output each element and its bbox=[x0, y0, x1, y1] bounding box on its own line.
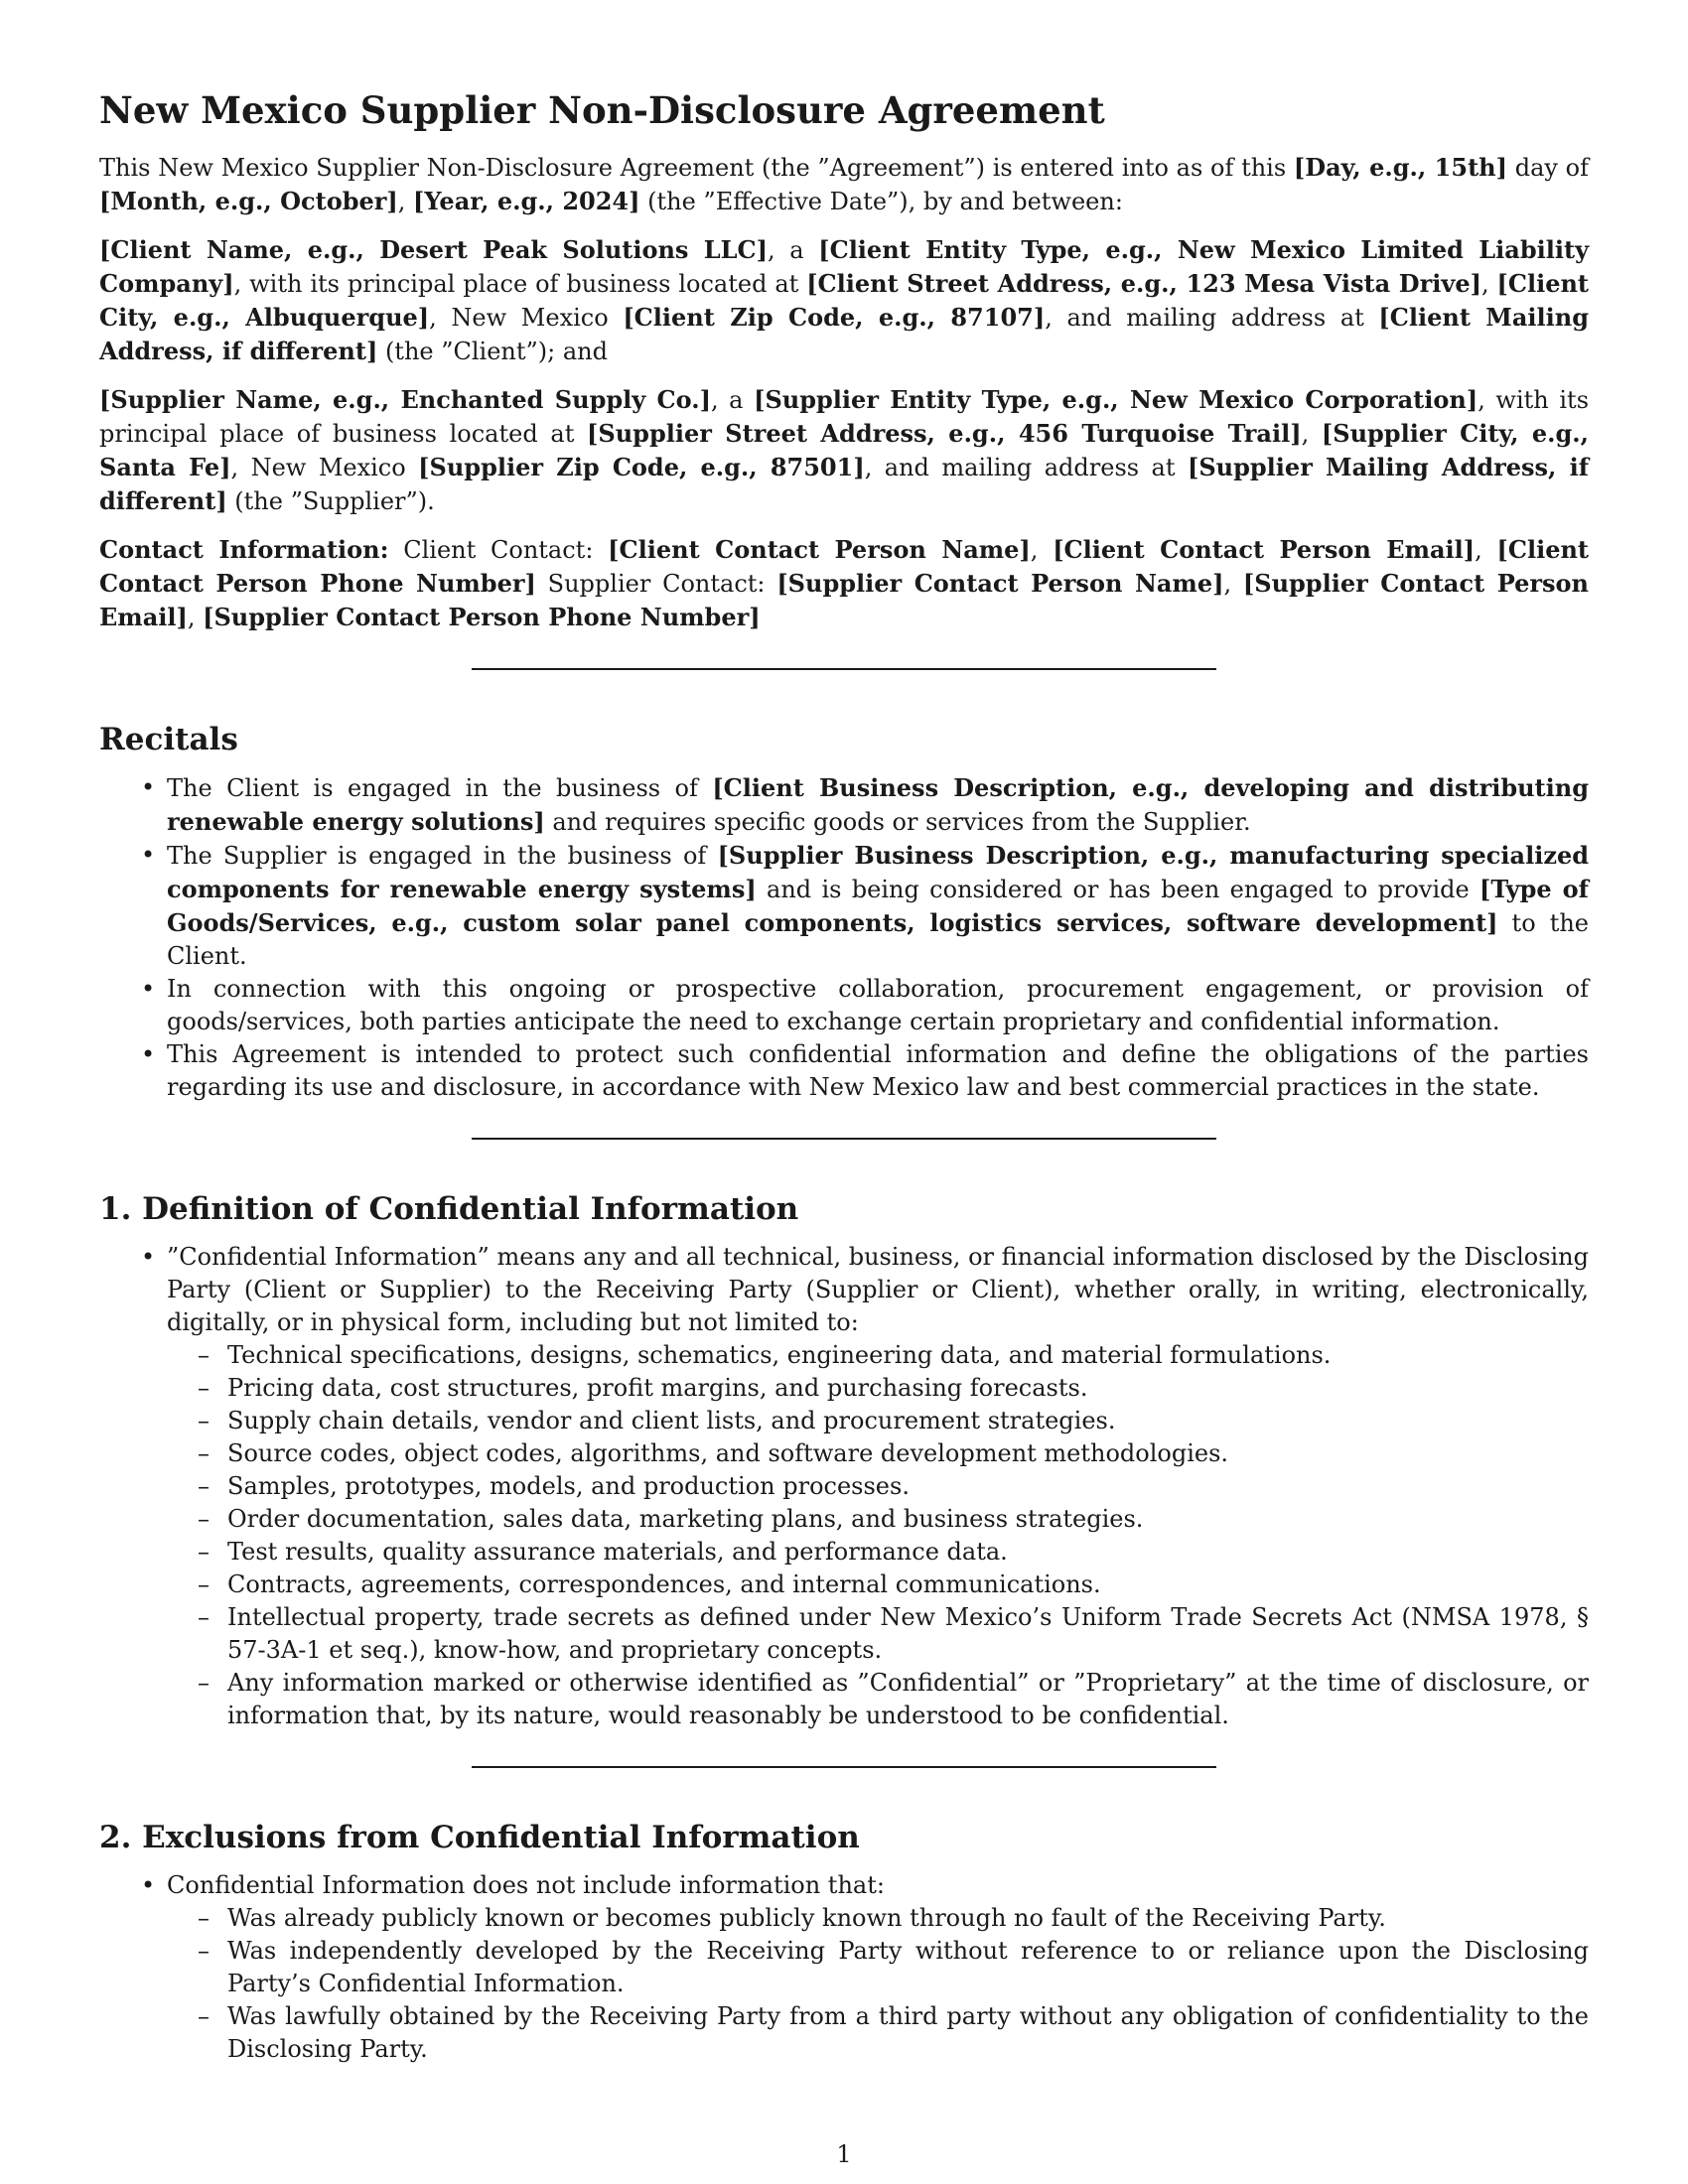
supplier-contact-email-placeholder: [Supplier Contact Person Email] bbox=[99, 569, 1589, 631]
supplier-zip-placeholder: [Supplier Zip Code, e.g., 87501] bbox=[418, 453, 865, 481]
document-title: New Mexico Supplier Non-Disclosure Agreement bbox=[99, 88, 1105, 132]
sub-list-item: – Source codes, object codes, algorithms, and software development methodologies. bbox=[227, 1437, 1589, 1470]
sub-list-item: – Intellectual property, trade secrets as defined under New Mexico’s Uniform Trade Secrets Act (NMSA 1978, § 57-3A-1 et seq.), know-how, and proprietary concepts. bbox=[227, 1601, 1589, 1667]
document-page bbox=[99, 87, 1589, 2066]
client-business-placeholder: [Client Business Description, e.g., developing and distributing renewable energy solutions] bbox=[167, 773, 1589, 836]
sub-list-item: – Samples, prototypes, models, and production processes. bbox=[227, 1470, 1589, 1503]
horizontal-rule bbox=[472, 668, 1216, 670]
supplier-street-placeholder: [Supplier Street Address, e.g., 456 Turquoise Trail] bbox=[587, 419, 1302, 448]
contact-label: Contact Information: bbox=[99, 535, 389, 564]
sub-list-item: – Order documentation, sales data, marketing plans, and business strategies. bbox=[227, 1503, 1589, 1536]
recitals-heading: Recitals bbox=[99, 722, 238, 757]
day-placeholder: [Day, e.g., 15th] bbox=[1293, 153, 1507, 182]
horizontal-rule bbox=[472, 1766, 1216, 1768]
section-1-heading: 1. Definition of Confidential Information bbox=[99, 1191, 799, 1227]
sub-list-item: – Supply chain details, vendor and client lists, and procurement strategies. bbox=[227, 1405, 1589, 1437]
intro-paragraph: This New Mexico Supplier Non-Disclosure Agreement (the ”Agreement”) is entered into as of this [Day, e.g., 15th] day of [Month, e.g., October], [Year, e.g., 2024] (the ”Effective Date”), by and between: bbox=[99, 153, 1589, 215]
list-item: • The Supplier is engaged in the business of [Supplier Business Description, e.g., manufacturing specialized components for renewable energy systems] and is being considered or has been engaged to provide [Type of Goods/Services, e.g., custom solar panel components, logistics services, software development] to the Client. bbox=[167, 839, 1589, 973]
year-placeholder: [Year, e.g., 2024] bbox=[413, 187, 640, 215]
client-contact-email-placeholder: [Client Contact Person Email] bbox=[1053, 535, 1476, 564]
client-street-placeholder: [Client Street Address, e.g., 123 Mesa Vista Drive] bbox=[806, 269, 1481, 298]
section-2-list bbox=[99, 1869, 1589, 2066]
sub-list-item: – Contracts, agreements, correspondences, and internal communications. bbox=[227, 1569, 1589, 1601]
list-item: • In connection with this ongoing or prospective collaboration, procurement engagement, or provision of goods/services, both parties anticipate the need to exchange certain proprietary and confidential information. bbox=[167, 973, 1589, 1038]
client-contact-name-placeholder: [Client Contact Person Name] bbox=[608, 535, 1031, 564]
client-name-placeholder: [Client Name, e.g., Desert Peak Solutions LLC] bbox=[99, 235, 769, 264]
client-zip-placeholder: [Client Zip Code, e.g., 87107] bbox=[623, 303, 1046, 332]
supplier-contact-name-placeholder: [Supplier Contact Person Name] bbox=[776, 569, 1224, 598]
list-item: • Confidential Information does not include information that: – Was already publicly known or becomes publicly known through no fault of the Receiving Party. – Was independently developed by the Receiving Party without reference to or reliance upon the Disclosing Party’s Confidential Information. – Was lawfully obtained by the Receiving Party from a third party without any obligation of confidentiality to the Disclosing Party. bbox=[167, 1869, 1589, 2066]
supplier-business-placeholder: [Supplier Business Description, e.g., manufacturing specialized components for renewable energy systems] bbox=[167, 841, 1589, 903]
section-2-heading: 2. Exclusions from Confidential Information bbox=[99, 1820, 860, 1855]
contact-paragraph: Contact Information: Client Contact: [Client Contact Person Name], [Client Contact Person Email], [Client Contact Person Phone Number] Supplier Contact: [Supplier Contact Person Name], [Supplier Contact Person Email], [Supplier Contact Person Phone Number] bbox=[99, 535, 1590, 631]
month-placeholder: [Month, e.g., October] bbox=[99, 187, 398, 215]
list-item: • The Client is engaged in the business of [Client Business Description, e.g., developing and distributing renewable energy solutions] and requires specific goods or services from the Supplier. bbox=[167, 771, 1589, 839]
supplier-contact-phone-placeholder: [Supplier Contact Person Phone Number] bbox=[203, 603, 761, 631]
goods-services-placeholder: [Type of Goods/Services, e.g., custom solar panel components, logistics services, software development] bbox=[167, 875, 1590, 937]
supplier-name-placeholder: [Supplier Name, e.g., Enchanted Supply Co.] bbox=[99, 385, 711, 414]
sub-list-item: – Was lawfully obtained by the Receiving Party from a third party without any obligation of confidentiality to the Disclosing Party. bbox=[227, 2000, 1589, 2066]
supplier-entity-placeholder: [Supplier Entity Type, e.g., New Mexico Corporation] bbox=[754, 385, 1478, 414]
sub-list-item: – Technical specifications, designs, schematics, engineering data, and material formulations. bbox=[227, 1339, 1589, 1372]
sub-list-item: – Pricing data, cost structures, profit margins, and purchasing forecasts. bbox=[227, 1372, 1589, 1405]
sub-list bbox=[167, 1902, 1589, 2066]
client-city-placeholder: [Client City, e.g., Albuquerque] bbox=[99, 269, 1589, 332]
supplier-mailing-placeholder: [Supplier Mailing Address, if different] bbox=[99, 453, 1590, 515]
recitals-list bbox=[99, 771, 1589, 1104]
list-item: • ”Confidential Information” means any and all technical, business, or financial information disclosed by the Disclosing Party (Client or Supplier) to the Receiving Party (Supplier or Client), whether orally, in writing, electronically, digitally, or in physical form, including but not limited to: – Technical specifications, designs, schematics, engineering data, and material formulations. – Pricing data, cost structures, profit margins, and purchasing forecasts. – Supply chain details, vendor and client lists, and procurement strategies. – Source codes, object codes, algorithms, and software development methodologies. – Samples, prototypes, models, and production processes. – Order documentation, sales data, marketing plans, and business strategies. – Test results, quality assurance materials, and performance data. – Contracts, agreements, correspondences, and internal communications. – Intellectual property, trade secrets as defined under New Mexico’s Uniform Trade Secrets Act (NMSA 1978, § 57-3A-1 et seq.), know-how, and proprietary concepts. – Any information marked or otherwise identified as ”Confidential” or ”Proprietary” at the time of disclosure, or information that, by its nature, would reasonably be understood to be confidential. bbox=[167, 1241, 1589, 1732]
supplier-paragraph: [Supplier Name, e.g., Enchanted Supply Co.], a [Supplier Entity Type, e.g., New Mexico Corporation], with its principal place of business located at [Supplier Street Address, e.g., 456 Turquoise Trail], [Supplier City, e.g., Santa Fe], New Mexico [Supplier Zip Code, e.g., 87501], and mailing address at [Supplier Mailing Address, if different] (the ”Supplier”). bbox=[99, 385, 1590, 515]
supplier-city-placeholder: [Supplier City, e.g., Santa Fe] bbox=[99, 419, 1589, 481]
page-number: 1 bbox=[836, 2140, 852, 2168]
section-1-list bbox=[99, 1241, 1589, 1732]
sub-list bbox=[167, 1339, 1589, 1732]
sub-list-item: – Any information marked or otherwise identified as ”Confidential” or ”Proprietary” at the time of disclosure, or information that, by its nature, would reasonably be understood to be confidential. bbox=[227, 1667, 1589, 1732]
sub-list-item: – Was already publicly known or becomes publicly known through no fault of the Receiving Party. bbox=[227, 1902, 1589, 1935]
client-entity-placeholder: [Client Entity Type, e.g., New Mexico Limited Liability Company] bbox=[99, 235, 1590, 298]
client-paragraph: [Client Name, e.g., Desert Peak Solutions LLC], a [Client Entity Type, e.g., New Mexico Limited Liability Company], with its principal place of business located at [Client Street Address, e.g., 123 Mesa Vista Drive], [Client City, e.g., Albuquerque], New Mexico [Client Zip Code, e.g., 87107], and mailing address at [Client Mailing Address, if different] (the ”Client”); and bbox=[99, 235, 1590, 365]
client-contact-phone-placeholder: [Client Contact Person Phone Number] bbox=[99, 535, 1590, 598]
list-item: • This Agreement is intended to protect such confidential information and define the obligations of the parties regarding its use and disclosure, in accordance with New Mexico law and best commercial practices in the state. bbox=[167, 1038, 1589, 1104]
sub-list-item: – Was independently developed by the Receiving Party without reference to or reliance upon the Disclosing Party’s Confidential Information. bbox=[227, 1935, 1589, 2000]
horizontal-rule bbox=[472, 1138, 1216, 1140]
sub-list-item: – Test results, quality assurance materials, and performance data. bbox=[227, 1536, 1589, 1569]
client-mailing-placeholder: [Client Mailing Address, if different] bbox=[99, 303, 1589, 365]
